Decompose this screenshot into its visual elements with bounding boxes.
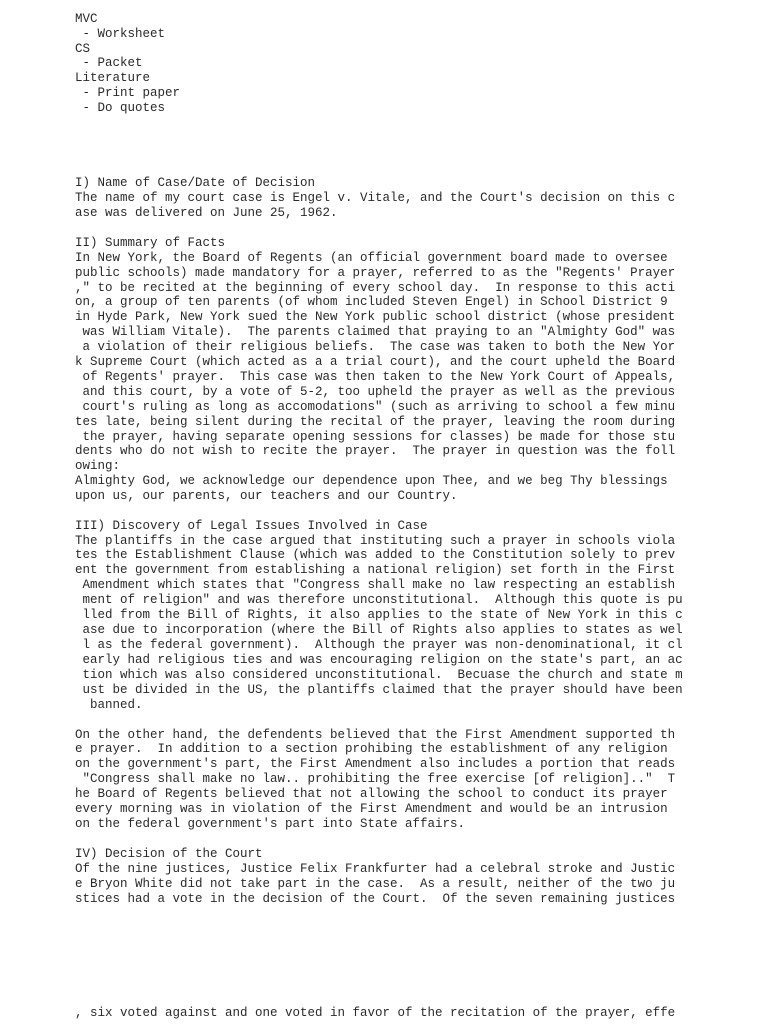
body-line: tion which was also considered unconstitutional. Becuase the church and state m — [75, 668, 683, 682]
section-heading: III) Discovery of Legal Issues Involved in Case — [75, 519, 428, 533]
body-line: and this court, by a vote of 5-2, too upheld the prayer as well as the previous — [75, 385, 676, 399]
body-line: owing: — [75, 459, 121, 473]
body-line: The plantiffs in the case argued that instituting such a prayer in schools viola — [75, 534, 676, 548]
body-line: e prayer. In addition to a section prohibing the establishment of any religion — [75, 742, 668, 756]
body-line: early had religious ties and was encouraging religion on the state's part, an ac — [75, 653, 683, 667]
body-line: a violation of their religious beliefs. The case was taken to both the New Yor — [75, 340, 676, 354]
body-line: Almighty God, we acknowledge our dependence upon Thee, and we beg Thy blessings — [75, 474, 668, 488]
todo-item: MVC — [75, 12, 98, 26]
body-line: In New York, the Board of Regents (an official government board made to oversee — [75, 251, 668, 265]
body-line: stices had a vote in the decision of the Court. Of the seven remaining justices — [75, 892, 676, 906]
body-line: ase was delivered on June 25, 1962. — [75, 206, 338, 220]
body-line: was William Vitale). The parents claimed that praying to an "Almighty God" was — [75, 325, 676, 339]
body-line: k Supreme Court (which acted as a a trial court), and the court upheld the Board — [75, 355, 676, 369]
body-line: Of the nine justices, Justice Felix Frankfurter had a celebral stroke and Justic — [75, 862, 676, 876]
todo-item: - Packet — [75, 56, 143, 70]
body-line: ust be divided in the US, the plantiffs claimed that the prayer should have been — [75, 683, 683, 697]
body-line: e Bryon White did not take part in the case. As a result, neither of the two ju — [75, 877, 676, 891]
body-line: ment of religion" and was therefore unconstitutional. Although this quote is pu — [75, 593, 683, 607]
body-line: on, a group of ten parents (of whom included Steven Engel) in School District 9 — [75, 295, 668, 309]
section-heading: I) Name of Case/Date of Decision — [75, 176, 316, 190]
todo-item: - Print paper — [75, 86, 181, 100]
body-line: tes late, being silent during the recital of the prayer, leaving the room during — [75, 415, 676, 429]
body-line: public schools) made mandatory for a prayer, referred to as the "Regents' Prayer — [75, 266, 676, 280]
body-line: the prayer, having separate opening sessions for classes) be made for those stu — [75, 430, 676, 444]
todo-item: Literature — [75, 71, 151, 85]
body-line: he Board of Regents believed that not allowing the school to conduct its prayer — [75, 787, 668, 801]
body-line: tes the Establishment Clause (which was added to the Constitution solely to prev — [75, 548, 676, 562]
body-line: upon us, our parents, our teachers and our Country. — [75, 489, 458, 503]
todo-item: - Do quotes — [75, 101, 166, 115]
body-line: lled from the Bill of Rights, it also applies to the state of New York in this c — [75, 608, 683, 622]
body-line: On the other hand, the defendents believed that the First Amendment supported th — [75, 728, 676, 742]
body-line: dents who do not wish to recite the prayer. The prayer in question was the foll — [75, 444, 676, 458]
todo-item: CS — [75, 42, 91, 56]
body-line: banned. — [75, 698, 143, 712]
body-line: in Hyde Park, New York sued the New York public school district (whose president — [75, 310, 676, 324]
body-line: on the federal government's part into State affairs. — [75, 817, 466, 831]
body-line: Amendment which states that "Congress shall make no law respecting an establish — [75, 578, 676, 592]
body-line: court's ruling as long as accomodations" (such as arriving to school a few minu — [75, 400, 676, 414]
section-heading: IV) Decision of the Court — [75, 847, 263, 861]
body-line: , six voted against and one voted in favor of the recitation of the prayer, effe — [75, 1006, 676, 1020]
body-line: ent the government from establishing a national religion) set forth in the First — [75, 563, 676, 577]
body-line: ase due to incorporation (where the Bill of Rights also applies to states as wel — [75, 623, 683, 637]
body-line: "Congress shall make no law.. prohibiting the free exercise [of religion].." T — [75, 772, 676, 786]
body-line: of Regents' prayer. This case was then taken to the New York Court of Appeals, — [75, 370, 676, 384]
body-line: The name of my court case is Engel v. Vitale, and the Court's decision on this c — [75, 191, 676, 205]
body-line: ," to be recited at the beginning of every school day. In response to this acti — [75, 281, 676, 295]
todo-item: - Worksheet — [75, 27, 166, 41]
body-line: l as the federal government). Although the prayer was non-denominational, it cl — [75, 638, 683, 652]
body-line: on the government's part, the First Amendment also includes a portion that reads — [75, 757, 676, 771]
body-line: every morning was in violation of the First Amendment and would be an intrusion — [75, 802, 668, 816]
section-heading: II) Summary of Facts — [75, 236, 226, 250]
